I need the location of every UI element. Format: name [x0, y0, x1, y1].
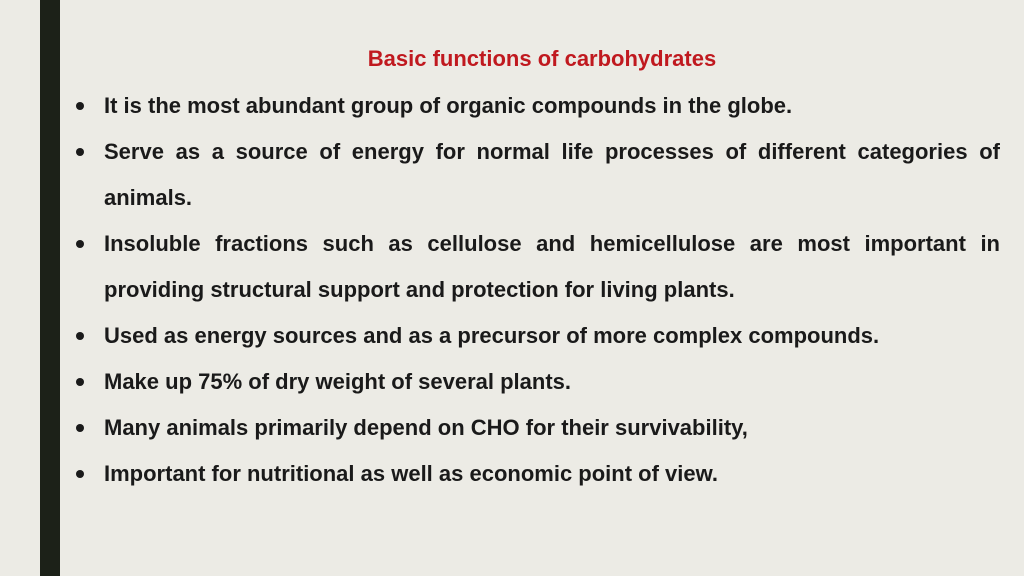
bullet-text: Insoluble fractions such as cellulose and hemicellulose are most important in providing structural support and protection for living plants. — [104, 231, 1000, 302]
bullet-icon — [76, 470, 84, 478]
bullet-icon — [76, 378, 84, 386]
bullet-icon — [76, 332, 84, 340]
bullet-item — [74, 129, 1000, 221]
bullet-icon — [76, 424, 84, 432]
bullet-text: Many animals primarily depend on CHO for their survivability, — [104, 415, 748, 440]
slide-title: Basic functions of carbohydrates — [367, 46, 717, 71]
bullet-item — [74, 221, 1000, 313]
bullet-icon — [76, 148, 84, 156]
bullet-item — [74, 451, 1000, 497]
bullet-text: Serve as a source of energy for normal life processes of different categories of animals. — [104, 139, 1000, 210]
bullet-item — [74, 313, 1000, 359]
bullet-text: Make up 75% of dry weight of several plants. — [104, 369, 572, 394]
accent-bar — [40, 0, 60, 576]
bullet-icon — [76, 102, 84, 110]
bullet-text: Used as energy sources and as a precursor of more complex compounds. — [104, 323, 880, 348]
bullet-item — [74, 83, 1000, 129]
bullet-item — [74, 359, 1000, 405]
bullet-item — [74, 405, 1000, 451]
bullet-list — [74, 83, 1000, 497]
bullet-text: Important for nutritional as well as economic point of view. — [104, 461, 719, 486]
bullet-text: It is the most abundant group of organic compounds in the globe. — [104, 93, 793, 118]
bullet-icon — [76, 240, 84, 248]
